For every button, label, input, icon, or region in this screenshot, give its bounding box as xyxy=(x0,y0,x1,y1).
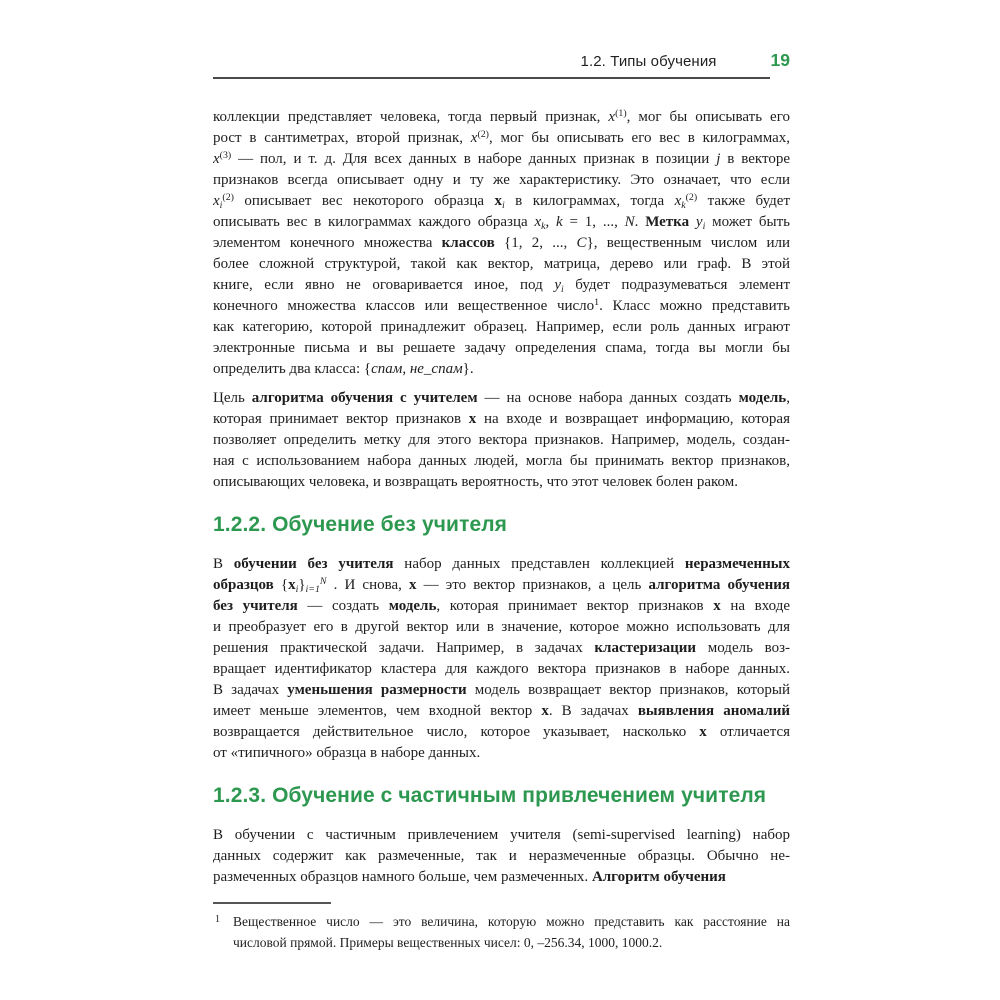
footnote-marker: 1 xyxy=(215,913,220,925)
text-segment: более сложной структурой, такой как вектор, матрица, дерево или граф. В этой xyxy=(213,256,790,272)
text-segment: Вещественное число — это величина, которую можно представить как расстояние на xyxy=(233,913,790,929)
text-segment: кластеризации xyxy=(594,640,697,656)
text-line xyxy=(213,149,790,170)
text-segment: Метка xyxy=(645,214,696,230)
text-line xyxy=(213,680,790,701)
text-segment: x xyxy=(699,724,707,740)
text-segment: (2) xyxy=(477,128,489,140)
text-segment: 1 xyxy=(594,296,600,308)
text-segment: числовой прямой. Примеры вещественных чисел: 0, –256.34, 1000, 1000.2. xyxy=(233,934,663,950)
text-segment: данных содержит как размеченные, так и неразмеченные образцы. Обычно не- xyxy=(213,848,790,864)
text-segment: на входе и возвращает информацию, которая xyxy=(476,411,790,427)
text-segment: вращает идентификатор кластера для каждого вектора признаков в наборе данных. xyxy=(213,661,790,677)
paragraph xyxy=(213,825,790,888)
text-segment: , xyxy=(402,361,410,377)
text-line xyxy=(213,825,790,846)
text-line xyxy=(213,743,790,764)
text-segment: признаков всегда описывает одну и ту же характеристику. Это означает, что если xyxy=(213,172,790,188)
header-rule xyxy=(213,77,770,79)
text-segment: — пол, и т. д. Для всех данных в наборе данных признак в позиции xyxy=(231,151,717,167)
text-line xyxy=(213,254,790,275)
text-segment: электронные письма и вы решаете задачу определения спама, тогда вы могли бы xyxy=(213,340,790,356)
text-segment: без учителя xyxy=(213,598,298,614)
text-line xyxy=(213,275,790,296)
text-segment: y xyxy=(554,277,561,293)
text-line xyxy=(213,170,790,191)
paragraph xyxy=(213,107,790,380)
text-line xyxy=(213,638,790,659)
text-segment: . Класс можно представить xyxy=(599,298,790,314)
text-line xyxy=(213,212,790,233)
text-segment: i xyxy=(702,220,706,232)
text-segment: коллекции представляет человека, тогда первый признак, xyxy=(213,109,609,125)
text-segment: будет подразумеваться элемент xyxy=(563,277,790,293)
text-segment: x xyxy=(213,151,220,167)
text-segment: алгоритма обучения с учителем xyxy=(251,390,478,406)
paragraph xyxy=(213,388,790,493)
text-line xyxy=(213,701,790,722)
text-segment: и преобразует его в другой вектор или в значение, которое можно использовать для xyxy=(213,619,790,635)
text-segment: , которая принимает вектор признаков xyxy=(436,598,714,614)
text-line xyxy=(213,338,790,359)
text-segment: , xyxy=(786,390,790,406)
text-line xyxy=(213,317,790,338)
running-title: 1.2. Типы обучения xyxy=(580,53,717,70)
text-segment: x xyxy=(213,193,220,209)
text-segment: x xyxy=(608,109,616,125)
text-segment: (1) xyxy=(615,107,627,119)
text-segment: }. xyxy=(462,361,474,377)
text-line xyxy=(213,233,790,254)
text-segment: модель воз- xyxy=(696,640,790,656)
text-segment: { xyxy=(273,577,289,593)
footnote xyxy=(213,911,790,953)
text-line xyxy=(213,846,790,867)
text-segment: размеченных образцов намного больше, чем размеченных. xyxy=(213,869,592,885)
text-segment: i xyxy=(219,199,223,211)
text-segment: которая принимает вектор признаков xyxy=(213,411,469,427)
text-segment: определить два класса: { xyxy=(213,361,372,377)
text-line xyxy=(213,388,790,409)
text-segment: как категорию, которой принадлежит образец. Например, если роль данных играют xyxy=(213,319,790,335)
text-segment: {1, 2, ..., xyxy=(494,235,577,251)
text-segment: i xyxy=(560,283,564,295)
text-line xyxy=(213,296,790,317)
text-line xyxy=(213,359,790,380)
footnote-rule xyxy=(213,902,331,904)
footnote-text xyxy=(233,911,790,953)
text-segment: конечного множества классов или вещественное число xyxy=(213,298,595,314)
text-segment: x xyxy=(468,411,477,427)
text-segment: k xyxy=(681,199,686,211)
text-segment: k xyxy=(556,214,563,230)
text-segment: спам xyxy=(371,361,403,377)
text-segment: В задачах xyxy=(213,682,288,698)
text-segment: . В задачах xyxy=(548,703,638,719)
text-segment: k xyxy=(541,220,546,232)
text-line xyxy=(213,575,790,596)
text-segment: на входе xyxy=(720,598,790,614)
text-segment: j xyxy=(716,151,721,167)
text-segment: x xyxy=(494,193,502,209)
text-segment: Алгоритм обучения xyxy=(591,869,726,885)
text-segment: , xyxy=(545,214,557,230)
text-segment: Цель xyxy=(213,390,252,406)
text-segment: x xyxy=(409,577,417,593)
text-line xyxy=(213,191,790,212)
text-line xyxy=(213,430,790,451)
page-content xyxy=(213,107,790,888)
text-segment: . И снова, xyxy=(326,577,410,593)
page-header xyxy=(213,50,790,71)
text-segment: C xyxy=(576,235,587,251)
text-segment: может быть xyxy=(705,214,790,230)
text-line xyxy=(213,128,790,149)
text-segment: образцов xyxy=(213,577,274,593)
text-segment: x xyxy=(470,130,478,146)
text-segment: описывающих человека, и возвращать вероятность, что этот человек болен раком. xyxy=(213,474,739,490)
text-line xyxy=(213,451,790,472)
text-segment: y xyxy=(695,214,703,230)
footnote-area xyxy=(213,902,790,953)
text-segment: имеет меньше элементов, чем входной вектор xyxy=(213,703,542,719)
text-segment: уменьшения размерности xyxy=(287,682,467,698)
text-segment: обучении без учителя xyxy=(233,556,394,572)
text-segment: x xyxy=(541,703,549,719)
text-segment: = 1, ..., xyxy=(562,214,625,230)
text-segment: x xyxy=(534,214,542,230)
text-line xyxy=(213,409,790,430)
text-segment: отличается xyxy=(706,724,790,740)
text-segment: — создать xyxy=(297,598,389,614)
text-line xyxy=(233,911,790,932)
text-segment: также будет xyxy=(697,193,790,209)
text-line xyxy=(213,107,790,128)
text-segment: В xyxy=(213,556,234,572)
text-segment: в векторе xyxy=(720,151,790,167)
text-segment: } xyxy=(298,577,306,593)
text-segment: i xyxy=(295,583,299,595)
text-segment: решения практической задачи. Например, в задачах xyxy=(213,640,595,656)
text-segment: x xyxy=(288,577,296,593)
text-line xyxy=(213,617,790,638)
text-segment: — это вектор признаков, а цель xyxy=(416,577,649,593)
text-segment: x xyxy=(674,193,682,209)
page-number: 19 xyxy=(770,50,790,70)
text-segment: N xyxy=(624,214,635,230)
text-line xyxy=(213,472,790,493)
text-segment: рост в сантиметрах, второй признак, xyxy=(213,130,471,146)
text-segment: N xyxy=(319,575,327,587)
text-segment: не_спам xyxy=(409,361,463,377)
text-segment: выявления аномалий xyxy=(637,703,790,719)
text-line xyxy=(213,722,790,743)
text-segment: классов xyxy=(441,235,495,251)
text-segment: (2) xyxy=(685,191,698,203)
text-segment: (2) xyxy=(222,191,234,203)
text-line xyxy=(213,659,790,680)
text-segment: книге, если явно не оговаривается иное, под xyxy=(213,277,555,293)
text-segment: модель xyxy=(388,598,437,614)
text-segment: набор данных представлен коллекцией xyxy=(393,556,685,572)
text-segment: — на основе набора данных создать xyxy=(477,390,739,406)
text-segment: элементом конечного множества xyxy=(213,235,442,251)
paragraph xyxy=(213,554,790,764)
text-segment: (3) xyxy=(219,149,232,161)
text-segment: , мог бы описывать его xyxy=(626,109,790,125)
text-segment: x xyxy=(713,598,721,614)
text-segment: модель возвращает вектор признаков, который xyxy=(466,682,790,698)
section-heading: 1.2.2. Обучение без учителя xyxy=(213,513,508,536)
text-segment: i xyxy=(501,199,505,211)
text-segment: . xyxy=(634,214,646,230)
text-segment: от «типичного» образца в наборе данных. xyxy=(213,745,481,761)
text-segment: В обучении с частичным привлечением учителя (semi-supervised learning) набор xyxy=(213,827,790,843)
text-line xyxy=(213,596,790,617)
text-line xyxy=(233,932,790,953)
section-heading: 1.2.3. Обучение с частичным привлечением учителя xyxy=(213,784,767,807)
text-segment: ная с использованием набора данных людей, могла бы принимать вектор признаков, xyxy=(213,453,790,469)
text-segment: алгоритма обучения xyxy=(648,577,790,593)
text-segment: возвращается действительное число, которое указывает, насколько xyxy=(213,724,700,740)
text-segment: неразмеченных xyxy=(684,556,790,572)
text-segment: }, вещественным числом или xyxy=(586,235,790,251)
text-segment: позволяет определить метку для этого вектора признаков. Например, модель, создан- xyxy=(213,432,790,448)
text-segment: описывает вес некоторого образца xyxy=(233,193,495,209)
text-segment: в килограммах, тогда xyxy=(504,193,675,209)
text-segment: i=1 xyxy=(305,583,320,595)
text-line xyxy=(213,554,790,575)
text-segment: описывать вес в килограммах каждого образца xyxy=(213,214,535,230)
text-segment: , мог бы описывать его вес в килограммах, xyxy=(488,130,790,146)
text-line xyxy=(213,867,790,888)
text-segment: модель xyxy=(738,390,787,406)
